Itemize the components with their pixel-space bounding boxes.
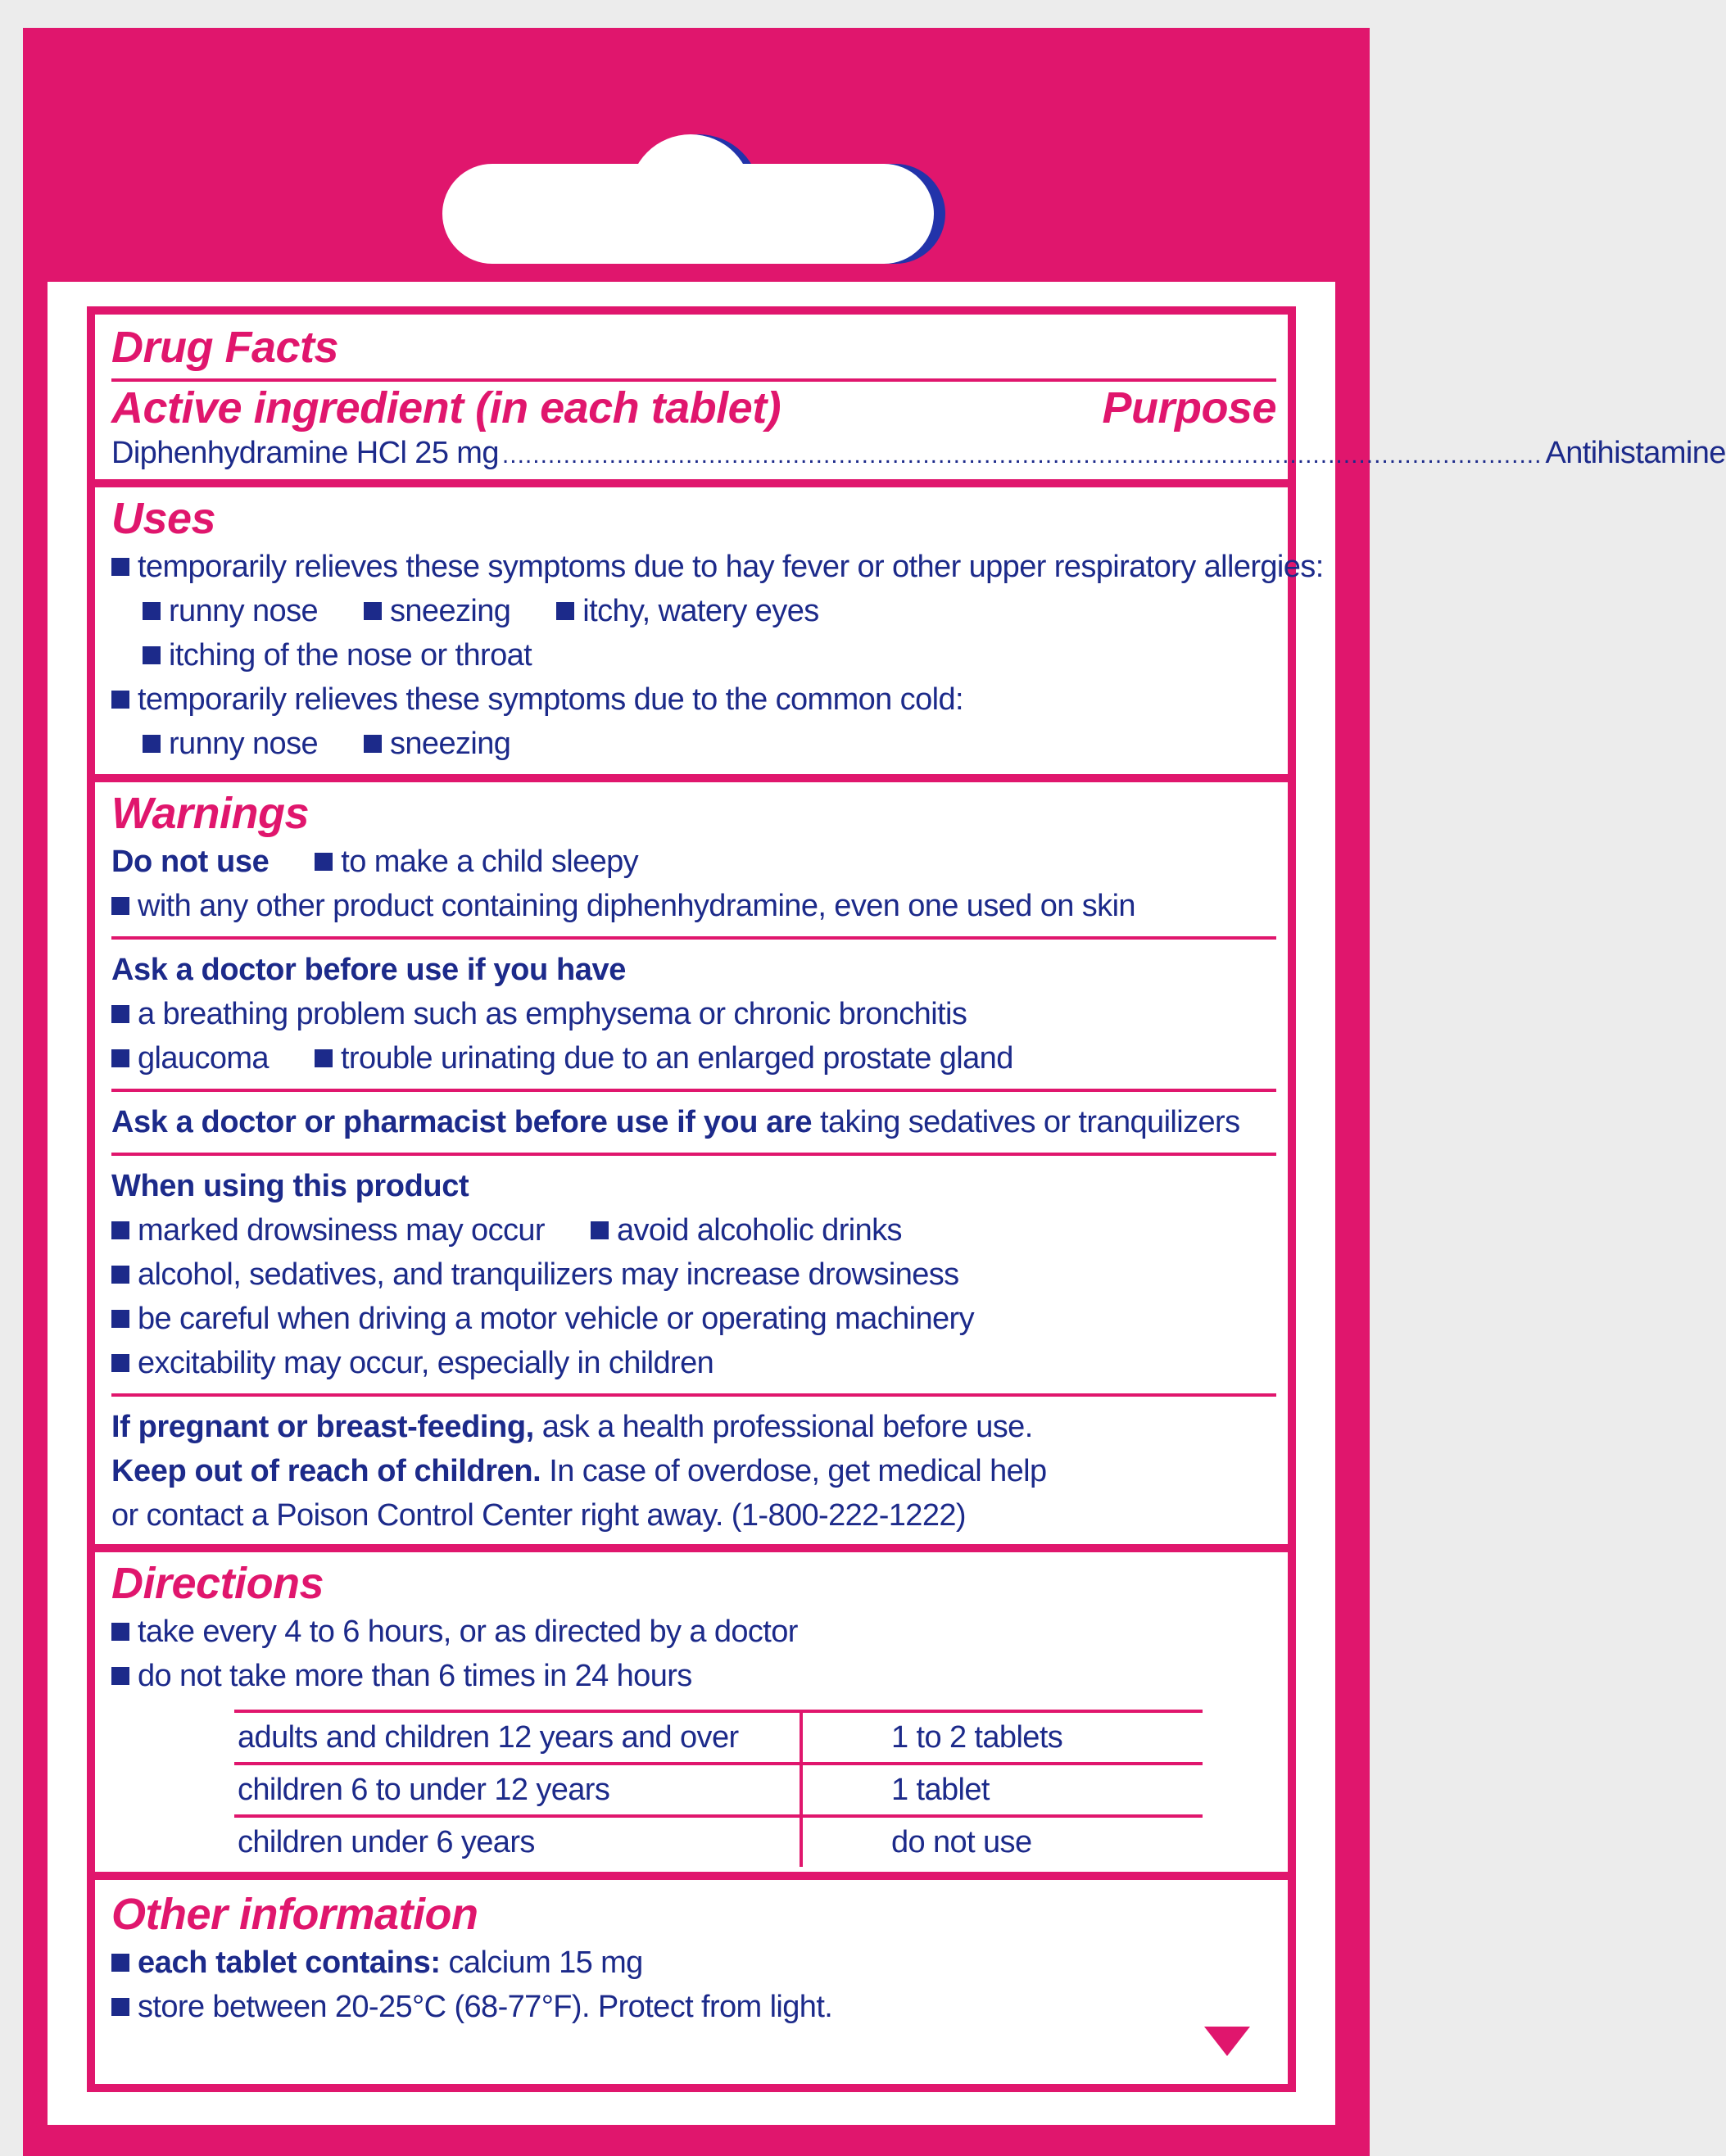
uses-line-2 — [111, 677, 1276, 722]
when-using-text-3: alcohol, sedatives, and tranquilizers may increase drowsiness — [138, 1257, 959, 1292]
ask-pharmacist-row — [111, 1100, 1276, 1144]
directions-section — [95, 1552, 1288, 1880]
directions-text-1: take every 4 to 6 hours, or as directed by a doctor — [138, 1615, 798, 1649]
ask-doctor-2 — [111, 1036, 1276, 1080]
do-not-use-2: with any other product containing diphenhydramine, even one used on skin — [138, 889, 1135, 923]
bullet-square-icon — [143, 646, 161, 664]
warnings-rule-3 — [111, 1153, 1276, 1156]
bullet-square-icon — [111, 1354, 129, 1372]
active-ingredient-heading-row — [111, 382, 1276, 434]
bullet-square-icon — [111, 1310, 129, 1328]
tablet-contains-text: calcium 15 mg — [440, 1945, 643, 1980]
purpose-label: Purpose — [1102, 383, 1276, 433]
dosage-amount: 1 tablet — [801, 1764, 1203, 1816]
when-using-alcohol: avoid alcoholic drinks — [616, 1213, 902, 1248]
bullet-square-icon — [111, 1049, 129, 1067]
directions-title: Directions — [111, 1559, 324, 1608]
ask-doctor-label: Ask a doctor before use if you have — [111, 953, 626, 987]
table-row — [234, 1816, 1203, 1867]
warnings-rule-4 — [111, 1393, 1276, 1397]
ask-pharmacist-text: taking sedatives or tranquilizers — [812, 1105, 1240, 1139]
pregnant-label: If pregnant or breast-feeding, — [111, 1410, 534, 1444]
drug-facts-header — [95, 315, 1726, 487]
bullet-square-icon — [315, 853, 333, 871]
do-not-use-row-2 — [111, 884, 1276, 928]
warnings-section — [95, 782, 1288, 1552]
bullet-square-icon — [591, 1221, 609, 1239]
label-panel — [48, 282, 1726, 2125]
when-using-4 — [111, 1341, 1276, 1385]
other-info-2 — [111, 1985, 1276, 2029]
bullet-square-icon — [111, 1005, 129, 1023]
ask-doctor-glaucoma: glaucoma — [138, 1041, 269, 1076]
cold-sneezing: sneezing — [389, 727, 511, 761]
when-using-2 — [111, 1252, 1276, 1297]
other-info-1 — [111, 1941, 1276, 1985]
uses-cold-symptoms — [111, 722, 1276, 766]
when-using-3 — [111, 1297, 1276, 1341]
ingredient-name: Diphenhydramine HCl 25 mg — [111, 436, 499, 470]
dosage-table — [234, 1710, 1203, 1867]
uses-allergy-symptoms — [111, 589, 1276, 633]
directions-1 — [111, 1610, 1276, 1654]
warnings-rule-1 — [111, 936, 1276, 940]
tablet-contains-label: each tablet contains: — [138, 1945, 441, 1980]
directions-2 — [111, 1654, 1276, 1698]
uses-title: Uses — [111, 494, 216, 543]
when-using-1 — [111, 1208, 1276, 1252]
uses-allergy-symptoms-2 — [111, 633, 1276, 677]
dosage-amount: do not use — [801, 1816, 1203, 1867]
uses-text-1: temporarily relieves these symptoms due to hay fever or other upper respiratory allergies: — [138, 550, 1324, 584]
bullet-square-icon — [143, 602, 161, 620]
dosage-age: children 6 to under 12 years — [234, 1764, 801, 1816]
keep-out-row — [111, 1449, 1276, 1493]
keep-out-text: In case of overdose, get medical help — [541, 1454, 1047, 1488]
cold-runny-nose: runny nose — [169, 727, 319, 761]
dosage-age: adults and children 12 years and over — [234, 1711, 801, 1764]
bullet-square-icon — [111, 1221, 129, 1239]
when-using-text-5: excitability may occur, especially in children — [138, 1346, 714, 1380]
uses-line-1 — [111, 545, 1324, 589]
active-ingredient-label: Active ingredient (in each tablet) — [111, 383, 781, 433]
bullet-square-icon — [364, 735, 382, 753]
pregnant-row — [111, 1405, 1276, 1449]
ask-doctor-text-1: a breathing problem such as emphysema or chronic bronchitis — [138, 997, 967, 1031]
symptom-sneezing: sneezing — [389, 594, 511, 628]
symptom-itchy-eyes: itchy, watery eyes — [582, 594, 819, 628]
storage-text: store between 20-25°C (68-77°F). Protect from light. — [138, 1990, 833, 2024]
bullet-square-icon — [143, 735, 161, 753]
bullet-square-icon — [556, 602, 574, 620]
ask-doctor-urinating: trouble urinating due to an enlarged prostate gland — [340, 1041, 1013, 1076]
symptom-runny-nose: runny nose — [169, 594, 319, 628]
hang-hole — [442, 164, 934, 264]
ingredient-purpose: Antihistamine — [1545, 436, 1726, 470]
dosage-age: children under 6 years — [234, 1816, 801, 1867]
bullet-square-icon — [111, 1998, 129, 2016]
bullet-square-icon — [315, 1049, 333, 1067]
table-row — [234, 1711, 1203, 1764]
ask-pharmacist-label: Ask a doctor or pharmacist before use if you are — [111, 1105, 813, 1139]
drug-facts-title: Drug Facts — [111, 323, 339, 372]
when-using-drowsiness: marked drowsiness may occur — [138, 1213, 545, 1248]
bullet-square-icon — [111, 1667, 129, 1685]
do-not-use-row — [111, 840, 1276, 884]
other-info-title: Other information — [111, 1890, 478, 1939]
bullet-square-icon — [364, 602, 382, 620]
drug-facts-frame — [87, 306, 1726, 2092]
leader-dots: ........................................................................................................................................ — [501, 442, 1543, 469]
do-not-use-1: to make a child sleepy — [341, 845, 639, 879]
bullet-square-icon — [111, 691, 129, 709]
uses-text-2: temporarily relieves these symptoms due to the common cold: — [138, 682, 963, 717]
uses-section — [95, 487, 1324, 782]
bullet-square-icon — [111, 1954, 129, 1972]
bullet-square-icon — [111, 1266, 129, 1284]
continue-arrow-icon — [1204, 2027, 1250, 2056]
bullet-square-icon — [111, 897, 129, 915]
do-not-use-label: Do not use — [111, 845, 270, 879]
when-using-text-4: be careful when driving a motor vehicle or operating machinery — [138, 1302, 975, 1336]
table-row — [234, 1764, 1203, 1816]
pregnant-text: ask a health professional before use. — [533, 1410, 1033, 1444]
symptom-itching-nose: itching of the nose or throat — [169, 638, 532, 673]
when-using-label: When using this product — [111, 1169, 469, 1203]
ask-doctor-1 — [111, 992, 1276, 1036]
warnings-rule-2 — [111, 1089, 1276, 1092]
dosage-amount: 1 to 2 tablets — [801, 1711, 1203, 1764]
directions-text-2: do not take more than 6 times in 24 hours — [138, 1659, 692, 1693]
keep-out-label: Keep out of reach of children. — [111, 1454, 541, 1488]
other-info-section — [95, 1880, 1288, 2084]
warnings-title: Warnings — [111, 789, 310, 838]
bullet-square-icon — [111, 1623, 129, 1641]
bullet-square-icon — [111, 558, 129, 576]
poison-control-row: or contact a Poison Control Center right away. (1-800-222-1222) — [111, 1498, 966, 1533]
ingredient-row — [111, 434, 1726, 474]
